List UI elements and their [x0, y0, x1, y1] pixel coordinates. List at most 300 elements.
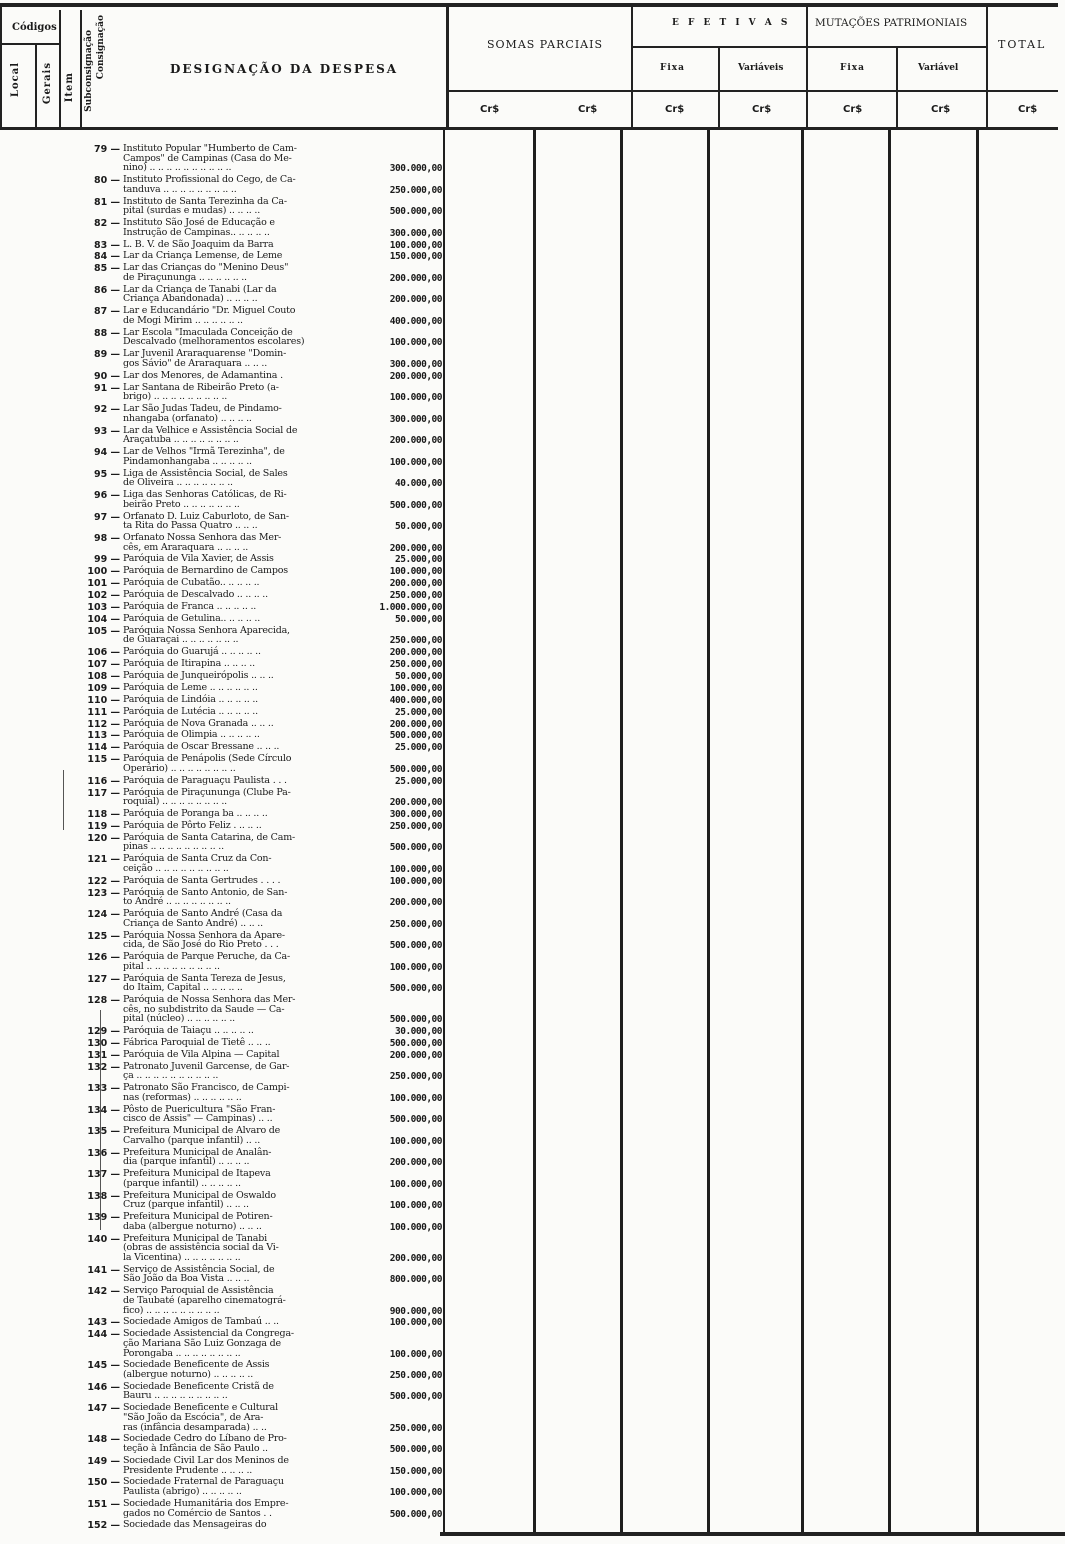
entry-description: Paróquia de Leme .. .. .. .. .. ..	[123, 681, 258, 693]
entry-description: Instituto Popular "Humberto de Cam- Campos" de Campinas (Casa do Me- nino) .. .. .. .. .. .. .. .. .. ..	[123, 143, 297, 174]
entry-amount: 25.000,00	[395, 775, 442, 787]
entry-description: Fábrica Paroquial de Tietê .. .. ..	[123, 1037, 271, 1049]
entry-amount: 100.000,00	[389, 1092, 442, 1104]
list-item	[0, 306, 450, 325]
list-item	[0, 1520, 450, 1530]
gerais-heading: Gerais	[42, 62, 53, 105]
list-item	[0, 1317, 450, 1327]
entry-amount: 250.000,00	[389, 1071, 442, 1083]
entry-amount: 500.000,00	[389, 1038, 442, 1050]
entry-description: Liga das Senhoras Católicas, de Ri- beirão Preto .. .. .. .. .. .. ..	[123, 489, 287, 510]
entry-description: L. B. V. de São Joaquim da Barra	[123, 238, 274, 250]
currency-label: Cr$	[578, 104, 598, 115]
entry-description: Sociedade Amigos de Tambaú .. ..	[123, 1316, 279, 1328]
entry-description: Prefeitura Municipal de Alvaro de Carvalho (parque infantil) .. ..	[123, 1125, 281, 1146]
list-item	[0, 1476, 450, 1499]
entry-amount: 250.000,00	[389, 590, 442, 602]
entry-description: Paróquia de Cubatão.. .. .. .. ..	[123, 577, 260, 589]
variavel-heading: Variável	[918, 63, 959, 73]
list-item	[0, 1212, 450, 1231]
column-rule	[533, 130, 536, 1535]
list-item	[0, 533, 450, 552]
entry-description: Liga de Assistência Social, de Sales de Oliveira .. .. .. .. .. .. ..	[123, 467, 288, 489]
entry-amount: 200.000,00	[389, 647, 442, 659]
entry-description: Paróquia de Piraçununga (Clube Pa- roquial) .. .. .. .. .. .. .. ..	[123, 786, 291, 808]
entry-amount: 250.000,00	[389, 635, 442, 647]
entry-description: Paróquia do Guarujá .. .. .. .. ..	[123, 646, 261, 658]
list-item	[0, 447, 450, 466]
entry-number: 86 —	[93, 284, 120, 296]
header-divider	[896, 48, 898, 130]
entry-amount: 500.000,00	[389, 1014, 442, 1026]
header-divider	[446, 5, 449, 130]
entry-number: 146 —	[87, 1381, 120, 1393]
entry-number: 89 —	[93, 349, 120, 361]
entry-number: 127 —	[87, 973, 120, 985]
list-item	[0, 952, 450, 971]
list-item	[0, 931, 450, 950]
entry-number: 103 —	[87, 602, 120, 614]
entry-amount: 100.000,00	[389, 337, 442, 349]
entry-description: Prefeitura Municipal de Itapeva (parque infantil) .. .. .. .. ..	[123, 1168, 271, 1189]
entry-amount: 100.000,00	[389, 1178, 442, 1190]
entry-number: 131 —	[87, 1050, 120, 1062]
entry-amount: 100.000,00	[389, 239, 442, 251]
list-item	[0, 833, 450, 852]
entry-number: 139 —	[87, 1212, 120, 1224]
entry-description: Instituto São José de Educação e Instrução de Campinas.. .. .. .. ..	[123, 217, 275, 238]
entry-amount: 25.000,00	[395, 554, 442, 566]
entry-description: Paróquia de Vila Alpina — Capital	[123, 1049, 280, 1061]
entry-number: 116 —	[87, 775, 120, 787]
entry-description: Instituto de Santa Terezinha da Ca- pital (surdas e mudas) .. .. .. ..	[123, 195, 287, 217]
entry-amount: 40.000,00	[395, 478, 442, 490]
list-item	[0, 251, 450, 261]
fixa2-heading: Fixa	[840, 63, 866, 73]
entry-amount: 100.000,00	[389, 1200, 442, 1212]
entry-description: Paróquia de Poranga ba .. .. .. ..	[123, 808, 268, 820]
list-item	[0, 197, 450, 216]
subconsignacao-heading: Subconsignação	[84, 30, 94, 112]
entry-number: 148 —	[87, 1434, 120, 1446]
entry-number: 90 —	[93, 370, 120, 382]
list-item	[0, 371, 450, 381]
entry-amount: 500.000,00	[389, 983, 442, 995]
entry-description: Paróquia de Penápolis (Sede Círculo Operário) .. .. .. .. .. .. .. ..	[123, 753, 292, 774]
entry-amount: 200.000,00	[389, 272, 442, 284]
list-item	[0, 683, 450, 693]
entry-number: 87 —	[93, 306, 120, 318]
entry-number: 111 —	[87, 706, 120, 718]
entry-number: 84 —	[93, 251, 120, 263]
entry-amount: 150.000,00	[389, 251, 442, 263]
consignacao-heading: Consignação	[96, 15, 106, 80]
list-item	[0, 578, 450, 588]
entry-number: 122 —	[87, 875, 120, 887]
entry-description: Paróquia de Santa Cruz da Con- ceição .. .. .. .. .. .. .. .. ..	[123, 853, 272, 874]
entry-description: Sociedade Beneficente e Cultural "São João da Escócia", de Ara- ras (infância desamparada) .. ..	[123, 1402, 278, 1433]
entry-description: Sociedade Civil Lar dos Meninos de Presidente Prudente .. .. .. ..	[123, 1454, 289, 1476]
list-item	[0, 554, 450, 564]
entry-amount: 250.000,00	[389, 1369, 442, 1381]
designacao-heading: DESIGNAÇÃO DA DESPESA	[170, 62, 399, 76]
entry-description: Paróquia de Santo Antonio, de San- to André .. .. .. .. .. .. .. ..	[123, 886, 288, 908]
entry-description: Paróquia de Itirapina .. .. .. ..	[123, 658, 255, 670]
entry-amount: 500.000,00	[389, 730, 442, 742]
list-item	[0, 742, 450, 752]
footer-rule	[440, 1532, 1065, 1536]
entry-number: 120 —	[87, 832, 120, 844]
entry-description: Lar das Crianças do "Menino Deus" de Piraçununga .. .. .. .. .. ..	[123, 262, 289, 283]
entry-number: 83 —	[93, 239, 120, 251]
list-item	[0, 1026, 450, 1036]
currency-label: Cr$	[665, 104, 685, 115]
entry-description: Lar Escola "Imaculada Conceição de Descalvado (melhoramentos escolares)	[123, 326, 305, 348]
entry-description: Paróquia de Junqueirópolis .. .. ..	[123, 670, 274, 682]
list-item	[0, 1499, 450, 1518]
entry-description: Paróquia de Nova Granada .. .. ..	[123, 717, 274, 729]
entry-number: 141 —	[87, 1264, 120, 1276]
entry-amount: 250.000,00	[389, 1422, 442, 1434]
entry-description: Serviço Paroquial de Assistência de Taubaté (aparelho cinematográ- fico) .. .. .. .. .. .. .. .. ..	[123, 1285, 286, 1316]
entry-amount: 300.000,00	[389, 163, 442, 175]
codigos-heading: Códigos	[12, 22, 57, 33]
list-item	[0, 695, 450, 705]
entry-amount: 200.000,00	[389, 294, 442, 306]
header-subrule	[0, 43, 60, 45]
entry-description: Paróquia Nossa Senhora da Apare- cida, de São José do Rio Preto . . .	[123, 929, 285, 951]
list-item	[0, 512, 450, 531]
entry-number: 104 —	[87, 613, 120, 625]
currency-label: Cr$	[1018, 104, 1038, 115]
entry-number: 130 —	[87, 1038, 120, 1050]
entry-amount: 800.000,00	[389, 1274, 442, 1286]
entry-amount: 25.000,00	[395, 742, 442, 754]
list-item	[0, 1234, 450, 1263]
list-item	[0, 1148, 450, 1167]
header-top-rule	[0, 3, 1058, 7]
list-item	[0, 1329, 450, 1358]
entry-amount: 300.000,00	[389, 358, 442, 370]
entry-description: Paróquia de Bernardino de Campos	[123, 565, 288, 577]
entry-number: 132 —	[87, 1061, 120, 1073]
list-item	[0, 909, 450, 928]
currency-label: Cr$	[480, 104, 500, 115]
entry-amount: 200.000,00	[389, 370, 442, 382]
entry-number: 117 —	[87, 787, 120, 799]
entry-number: 149 —	[87, 1455, 120, 1467]
list-item	[0, 144, 450, 173]
entry-description: Sociedade das Mensageiras do	[123, 1519, 267, 1531]
list-item	[0, 809, 450, 819]
list-item	[0, 1433, 450, 1456]
entry-description: Paróquia de Olimpia .. .. .. .. ..	[123, 729, 260, 741]
list-item	[0, 854, 450, 873]
entry-description: Paróquia de Parque Peruche, da Ca- pital .. .. .. .. .. .. .. .. ..	[123, 951, 291, 972]
entry-amount: 500.000,00	[389, 1444, 442, 1456]
list-item	[0, 175, 450, 194]
entry-number: 121 —	[87, 854, 120, 866]
entry-number: 137 —	[87, 1169, 120, 1181]
entry-amount: 500.000,00	[389, 206, 442, 218]
entry-number: 118 —	[87, 809, 120, 821]
list-item	[0, 1062, 450, 1081]
list-item	[0, 1105, 450, 1124]
entry-number: 142 —	[87, 1286, 120, 1298]
entry-amount: 200.000,00	[389, 1157, 442, 1169]
entry-description: Prefeitura Municipal de Tanabi (obras de assistência social da Vi- la Vicentina) .. .. .. .. .. .. ..	[123, 1232, 279, 1263]
list-item	[0, 1038, 450, 1048]
list-item	[0, 1456, 450, 1475]
header-divider	[35, 45, 37, 130]
entry-amount: 100.000,00	[389, 961, 442, 973]
entry-number: 102 —	[87, 590, 120, 602]
entry-amount: 200.000,00	[389, 435, 442, 447]
entry-number: 107 —	[87, 659, 120, 671]
entry-number: 140 —	[87, 1233, 120, 1245]
header-divider	[986, 5, 988, 130]
entry-number: 80 —	[93, 175, 120, 187]
entry-description: Paróquia de Lindóia .. .. .. .. ..	[123, 693, 258, 705]
entry-description: Paróquia de Vila Xavier, de Assis	[123, 553, 274, 565]
entry-number: 100 —	[87, 566, 120, 578]
entry-number: 101 —	[87, 578, 120, 590]
list-item	[0, 719, 450, 729]
entry-amount: 100.000,00	[389, 1348, 442, 1360]
entry-amount: 100.000,00	[389, 1135, 442, 1147]
entry-amount: 500.000,00	[389, 940, 442, 952]
list-item	[0, 602, 450, 612]
column-rule	[888, 130, 891, 1535]
list-item	[0, 218, 450, 237]
entry-amount: 500.000,00	[389, 842, 442, 854]
header-divider	[59, 10, 61, 130]
entry-description: Pôsto de Puericultura "São Fran- cisco de Assis" — Campinas) .. ..	[123, 1103, 276, 1125]
entry-amount: 30.000,00	[395, 1026, 442, 1038]
entry-amount: 500.000,00	[389, 1114, 442, 1126]
list-item	[0, 1050, 450, 1060]
entry-number: 82 —	[93, 218, 120, 230]
entry-number: 88 —	[93, 327, 120, 339]
entry-description: Paróquia de Santa Tereza de Jesus, do Itaim, Capital .. .. .. .. ..	[123, 972, 286, 994]
list-item	[0, 995, 450, 1024]
entry-number: 147 —	[87, 1403, 120, 1415]
list-item	[0, 1169, 450, 1188]
entry-number: 138 —	[87, 1190, 120, 1202]
entry-amount: 200.000,00	[389, 797, 442, 809]
list-item	[0, 614, 450, 624]
entry-description: Sociedade Beneficente Cristã de Bauru .. .. .. .. .. .. .. .. ..	[123, 1380, 274, 1402]
entry-amount: 400.000,00	[389, 315, 442, 327]
entry-description: Lar da Criança de Tanabi (Lar da Criança Abandonada) .. .. .. ..	[123, 283, 277, 305]
entry-number: 134 —	[87, 1104, 120, 1116]
entry-description: Paróquia de Taiaçu .. .. .. .. ..	[123, 1025, 254, 1037]
entry-number: 93 —	[93, 425, 120, 437]
entry-amount: 300.000,00	[389, 809, 442, 821]
entry-amount: 100.000,00	[389, 566, 442, 578]
entry-amount: 900.000,00	[389, 1305, 442, 1317]
entry-amount: 1.000.000,00	[379, 602, 442, 614]
entry-number: 123 —	[87, 887, 120, 899]
list-item	[0, 349, 450, 368]
entry-description: Paróquia de Santa Gertrudes . . . .	[123, 874, 281, 886]
entry-amount: 100.000,00	[389, 1487, 442, 1499]
entry-number: 110 —	[87, 694, 120, 706]
currency-label: Cr$	[931, 104, 951, 115]
entry-amount: 250.000,00	[389, 820, 442, 832]
local-heading: Local	[10, 62, 21, 98]
entry-description: Sociedade Assistencial da Congrega- ção Mariana São Luiz Gonzaga de Porongaba .. .. .. .. .. .. .. ..	[123, 1328, 294, 1359]
list-item	[0, 1382, 450, 1401]
entry-number: 112 —	[87, 718, 120, 730]
entry-description: Prefeitura Municipal de Oswaldo Cruz (parque infantil) .. .. ..	[123, 1189, 276, 1211]
entry-amount: 100.000,00	[389, 1317, 442, 1329]
entry-number: 79 —	[93, 144, 120, 155]
entry-number: 94 —	[93, 447, 120, 459]
entry-amount: 200.000,00	[389, 542, 442, 554]
entry-amount: 100.000,00	[389, 1221, 442, 1233]
header-subrule	[446, 90, 1058, 92]
column-rule	[620, 130, 623, 1535]
entry-description: Lar de Velhos "Irmã Terezinha", de Pindamonhangaba .. .. .. .. ..	[123, 446, 285, 467]
entry-description: Patronato São Francisco, de Campi- nas (reformas) .. .. .. .. .. ..	[123, 1082, 290, 1103]
list-item	[0, 469, 450, 488]
entry-description: Paróquia de Paraguaçu Paulista . . .	[123, 774, 287, 786]
entry-number: 129 —	[87, 1026, 120, 1038]
entry-number: 95 —	[93, 468, 120, 480]
list-item	[0, 1191, 450, 1210]
entry-number: 136 —	[87, 1147, 120, 1159]
entry-amount: 250.000,00	[389, 659, 442, 671]
entry-description: Lar dos Menores, de Adamantina .	[123, 369, 283, 381]
currency-label: Cr$	[843, 104, 863, 115]
list-item	[0, 1403, 450, 1432]
entry-number: 126 —	[87, 952, 120, 964]
entry-amount: 100.000,00	[389, 456, 442, 468]
entry-description: Paróquia de Pôrto Feliz . .. .. ..	[123, 819, 262, 831]
entry-amount: 500.000,00	[389, 1508, 442, 1520]
entry-description: Serviço de Assistência Social, de São João da Boa Vista .. .. ..	[123, 1263, 275, 1285]
header-divider	[718, 48, 720, 130]
entry-number: 85 —	[93, 263, 120, 275]
entry-amount: 50.000,00	[395, 521, 442, 533]
mutacoes-heading: MUTAÇÕES PATRIMONIAIS	[815, 17, 968, 29]
list-item	[0, 788, 450, 807]
currency-label: Cr$	[752, 104, 772, 115]
entry-amount: 300.000,00	[389, 227, 442, 239]
entry-number: 97 —	[93, 511, 120, 523]
entry-amount: 50.000,00	[395, 671, 442, 683]
entry-amount: 200.000,00	[389, 578, 442, 590]
entry-description: Sociedade Beneficente de Assis (albergue noturno) .. .. .. .. ..	[123, 1359, 270, 1380]
entry-number: 113 —	[87, 730, 120, 742]
list-item	[0, 490, 450, 509]
entry-amount: 150.000,00	[389, 1465, 442, 1477]
entry-amount: 100.000,00	[389, 875, 442, 887]
list-item	[0, 659, 450, 669]
entry-number: 114 —	[87, 742, 120, 754]
entry-number: 99 —	[93, 554, 120, 566]
entry-number: 115 —	[87, 754, 120, 766]
list-item	[0, 1265, 450, 1284]
entry-description: Patronato Juvenil Garcense, de Gar- ça .. .. .. .. .. .. .. .. .. ..	[123, 1060, 290, 1082]
entry-number: 152 —	[87, 1520, 120, 1532]
entry-description: Sociedade Fraternal de Paraguaçu Paulista (abrigo) .. .. .. .. ..	[123, 1476, 284, 1498]
entry-number: 145 —	[87, 1360, 120, 1372]
entry-amount: 200.000,00	[389, 1252, 442, 1264]
header-divider	[80, 10, 82, 130]
entry-amount: 200.000,00	[389, 718, 442, 730]
entry-number: 125 —	[87, 930, 120, 942]
entry-number: 106 —	[87, 647, 120, 659]
list-item	[0, 263, 450, 282]
header-divider	[631, 5, 633, 130]
entry-number: 143 —	[87, 1317, 120, 1329]
fixa-heading: Fixa	[660, 63, 686, 73]
entry-amount: 300.000,00	[389, 413, 442, 425]
entry-description: Paróquia de Santa Catarina, de Cam- pinas .. .. .. .. .. .. .. .. ..	[123, 831, 296, 853]
item-heading: Item	[64, 72, 75, 103]
entry-number: 150 —	[87, 1477, 120, 1489]
entry-amount: 200.000,00	[389, 897, 442, 909]
entry-description: Paróquia de Getulina.. .. .. .. ..	[123, 612, 261, 624]
list-item	[0, 671, 450, 681]
column-rule	[707, 130, 710, 1535]
entry-amount: 50.000,00	[395, 613, 442, 625]
list-item	[0, 590, 450, 600]
entry-amount: 25.000,00	[395, 706, 442, 718]
entry-number: 96 —	[93, 490, 120, 502]
entry-number: 109 —	[87, 682, 120, 694]
somas-parciais-heading: SOMAS PARCIAIS	[487, 38, 603, 51]
entry-description: Paróquia de Lutécia .. .. .. .. ..	[123, 705, 258, 717]
list-item	[0, 730, 450, 740]
entry-amount: 500.000,00	[389, 1391, 442, 1403]
entry-description: Paróquia de Oscar Bressane .. .. ..	[123, 741, 280, 753]
entry-description: Lar e Educandário "Dr. Miguel Couto de Mogi Mirim .. .. .. .. .. ..	[123, 305, 296, 326]
header-subrule	[631, 46, 986, 48]
entry-description: Prefeitura Municipal de Analân- dia (parque infantil) .. .. .. ..	[123, 1146, 272, 1168]
entry-description: Paróquia Nossa Senhora Aparecida, de Guaraçai .. .. .. .. .. .. ..	[123, 624, 290, 646]
entry-amount: 200.000,00	[389, 1050, 442, 1062]
entry-description: Instituto Profissional do Cego, de Ca- tanduva .. .. .. .. .. .. .. .. ..	[123, 174, 296, 195]
entry-amount: 500.000,00	[389, 763, 442, 775]
list-item	[0, 240, 450, 250]
list-item	[0, 383, 450, 402]
entry-amount: 100.000,00	[389, 392, 442, 404]
entry-description: Sociedade Humanitária dos Empre- gados no Comércio de Santos . .	[123, 1497, 289, 1519]
header-divider	[0, 3, 2, 130]
list-item	[0, 328, 450, 347]
entry-description: Lar Santana de Ribeirão Preto (a- brigo) .. .. .. .. .. .. .. .. ..	[123, 381, 279, 403]
list-item	[0, 647, 450, 657]
list-item	[0, 426, 450, 445]
entry-number: 133 —	[87, 1083, 120, 1095]
entry-number: 105 —	[87, 625, 120, 637]
list-item	[0, 404, 450, 423]
list-item	[0, 776, 450, 786]
variaveis-heading: Variáveis	[738, 63, 784, 73]
entry-description: Lar Juvenil Araraquarense "Domin- gos Sávio" de Araraquara .. .. ..	[123, 348, 287, 369]
column-rule	[976, 130, 979, 1535]
entry-number: 135 —	[87, 1126, 120, 1138]
list-item	[0, 1360, 450, 1379]
list-item	[0, 1286, 450, 1315]
total-heading: TOTAL	[998, 38, 1047, 51]
entry-description: Lar da Velhice e Assistência Social de Araçatuba .. .. .. .. .. .. .. ..	[123, 424, 298, 446]
list-item	[0, 876, 450, 886]
entry-amount: 250.000,00	[389, 918, 442, 930]
